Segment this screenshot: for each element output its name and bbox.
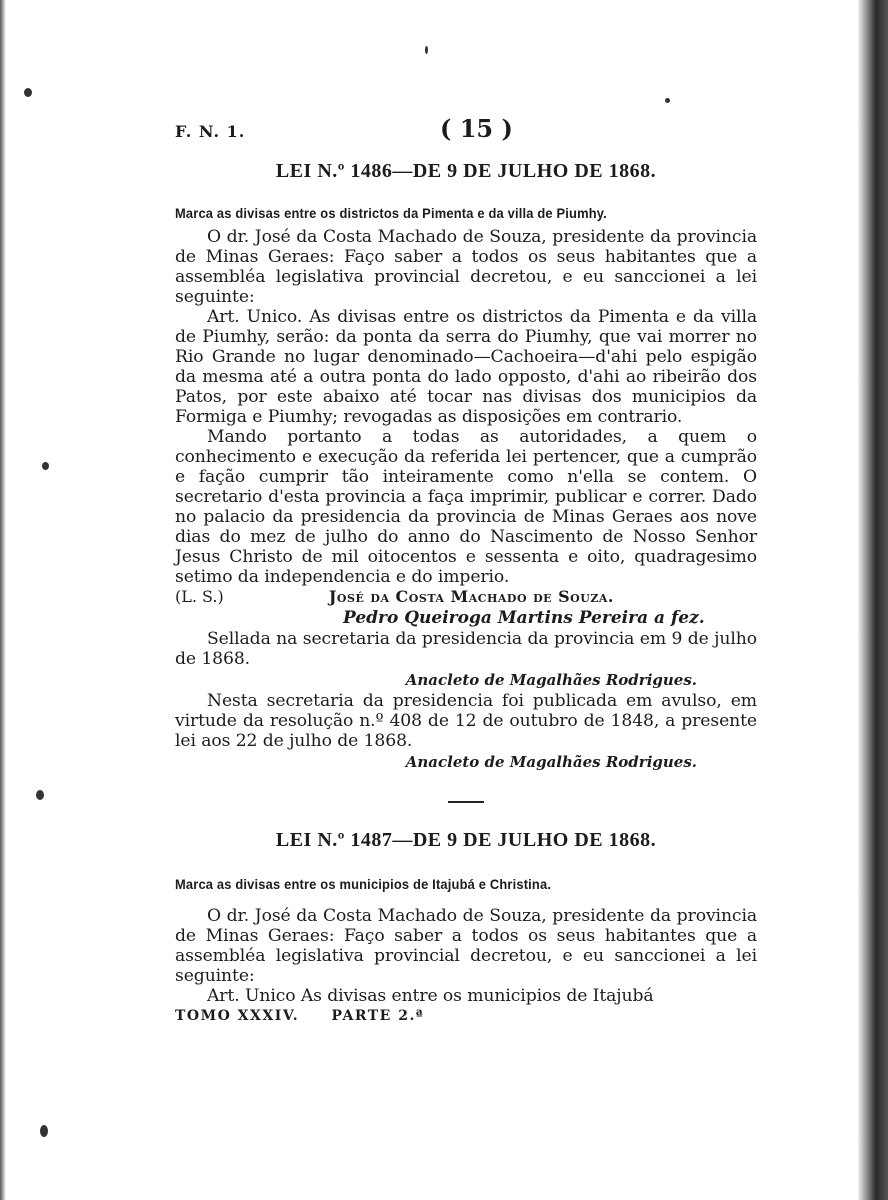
- page-footer: [175, 1008, 757, 1024]
- law-2-preamble: O dr. José da Costa Machado de Souza, presidente da provincia de Minas Geraes: Faço saber a todos os seus habitantes que a assembléa legislativa provincial decretou, e eu sanccionei a lei seguinte:: [175, 906, 757, 986]
- made-by: Pedro Queiroga Martins Pereira a fez.: [343, 608, 705, 628]
- secretary-signature-2: Anacleto de Magalhães Rodrigues.: [405, 753, 697, 771]
- law-1-mandate: Mando portanto a todas as autoridades, a quem o conhecimento e execução da referida lei pertencer, que a cumprão e fação cumprir tão inteiramente como n'ella se contem. O secretario d'esta provincia a faça imprimir, publicar e correr. Dado no palacio da presidencia da provincia de Minas Geraes aos nove dias do mez de julho do anno do Nascimento de Nosso Senhor Jesus Christo de mil oitocentos e sessenta e oito, quadragesimo setimo da independencia e do imperio.: [175, 427, 757, 587]
- publication-note: Nesta secretaria da presidencia foi publicada em avulso, em virtude da resolução n.º 408 de 12 de outubro de 1848, a presente lei aos 22 de julho de 1868.: [175, 691, 757, 751]
- law-1-subtitle: Marca as divisas entre os districtos da Pimenta e da villa de Piumhy.: [175, 205, 607, 221]
- page-edge-left: [0, 0, 6, 1200]
- law-2-article-start: Art. Unico As divisas entre os municipios de Itajubá: [207, 986, 654, 1006]
- section-separator: [448, 801, 484, 803]
- law-1-signature-line: [175, 587, 757, 607]
- page-content: [175, 112, 757, 1024]
- ink-speck: [42, 462, 49, 470]
- law-2-title: LEI N.º 1487—DE 9 DE JULHO DE 1868.: [275, 829, 657, 851]
- ink-speck: [665, 98, 670, 103]
- seal: (L. S.): [175, 587, 224, 606]
- signatory: José da Costa Machado de Souza.: [328, 587, 614, 606]
- sealed-note: Sellada na secretaria da presidencia da provincia em 9 de julho de 1868.: [175, 629, 757, 669]
- ink-speck: [24, 88, 32, 97]
- part-label: PARTE 2.ª: [331, 1008, 425, 1024]
- page-signature: F. N. 1.: [175, 122, 246, 141]
- page-header: [175, 112, 757, 152]
- law-1-title: LEI N.º 1486—DE 9 DE JULHO DE 1868.: [275, 160, 657, 182]
- ink-speck: [425, 46, 428, 54]
- ink-speck: [36, 790, 44, 800]
- page-number: ( 15 ): [440, 114, 513, 143]
- law-1-preamble: O dr. José da Costa Machado de Souza, presidente da provincia de Minas Geraes: Faço saber a todos os seus habitantes que a assembléa legislativa provincial decretou, e eu sanccionei a lei seguinte:: [175, 227, 757, 307]
- volume-label: TOMO XXXIV.: [175, 1008, 300, 1024]
- ink-speck: [40, 1125, 48, 1137]
- law-2-subtitle: Marca as divisas entre os municipios de Itajubá e Christina.: [175, 876, 552, 892]
- secretary-signature-1: Anacleto de Magalhães Rodrigues.: [405, 671, 697, 689]
- law-1-article: Art. Unico. As divisas entre os districtos da Pimenta e da villa de Piumhy, serão: da ponta da serra do Piumhy, que vai morrer no Rio Grande no lugar denominado—Cachoeira—d'ahi pelo espigão da mesma até a outra ponta do lado opposto, d'ahi ao ribeirão dos Patos, por este abaixo até tocar nas divisas dos municipios da Formiga e Piumhy; revogadas as disposições em contrario.: [175, 307, 757, 427]
- page-edge-right: [858, 0, 888, 1200]
